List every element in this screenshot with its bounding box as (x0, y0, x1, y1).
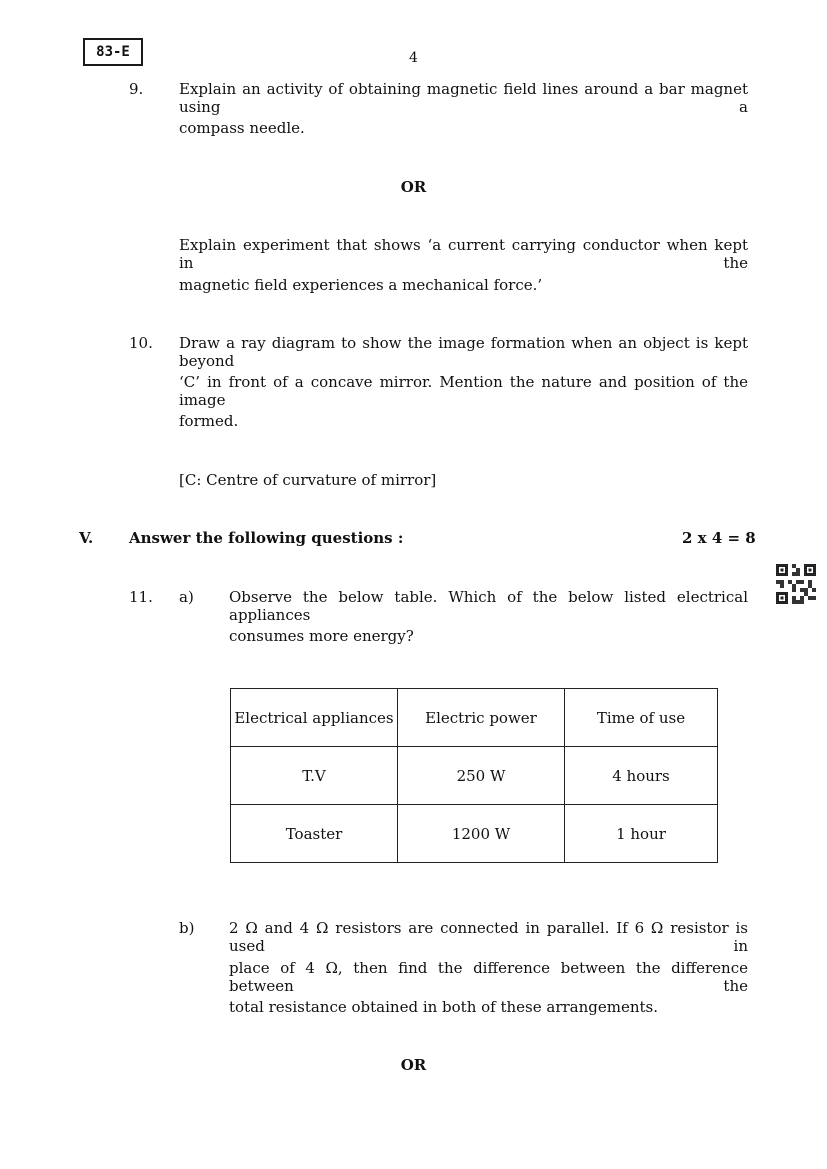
question-11b-line-2: place of 4 Ω, then find the difference between the difference between the (229, 959, 748, 995)
question-9-line-1: Explain an activity of obtaining magnetic field lines around a bar magnet using a (179, 80, 748, 116)
question-11a-label: a) (179, 588, 194, 606)
question-10-line-2: ‘C’ in front of a concave mirror. Mention the nature and position of the image (179, 373, 748, 409)
question-11-or: OR (400, 1056, 427, 1074)
table-header-row (231, 689, 718, 747)
question-9-line-2: compass needle. (179, 119, 305, 137)
question-10-note: [C: Centre of curvature of mirror] (179, 471, 437, 489)
section-instruction: Answer the following questions : (129, 529, 404, 547)
table-row (231, 747, 718, 805)
paper-code: 83-E (96, 44, 130, 60)
table-header-cell: Electric power (398, 689, 565, 747)
question-9-alt-line-2: magnetic field experiences a mechanical force.’ (179, 276, 543, 294)
question-11-number: 11. (129, 588, 153, 606)
table-cell: Toaster (231, 805, 398, 863)
question-11b-label: b) (179, 919, 195, 937)
section-label: V. (79, 529, 94, 547)
qr-code-icon (776, 564, 816, 604)
appliance-table (230, 688, 718, 863)
table-header-cell: Electrical appliances (231, 689, 398, 747)
table-cell: 1 hour (565, 805, 718, 863)
question-10-line-3: formed. (179, 412, 239, 430)
section-marks: 2 x 4 = 8 (682, 529, 756, 547)
table-row (231, 805, 718, 863)
question-11b-line-3: total resistance obtained in both of these arrangements. (229, 998, 659, 1016)
table-cell: 4 hours (565, 747, 718, 805)
table-header-cell: Time of use (565, 689, 718, 747)
question-9-number: 9. (129, 80, 144, 98)
page-number: 4 (409, 50, 418, 66)
question-10-line-1: Draw a ray diagram to show the image formation when an object is kept beyond (179, 334, 748, 370)
table-cell: 250 W (398, 747, 565, 805)
question-9-or: OR (400, 178, 427, 196)
table-cell: 1200 W (398, 805, 565, 863)
question-10-number: 10. (129, 334, 153, 352)
table-cell: T.V (231, 747, 398, 805)
question-11a-line-1: Observe the below table. Which of the below listed electrical appliances (229, 588, 748, 624)
question-9-alt-line-1: Explain experiment that shows ‘a current carrying conductor when kept in the (179, 236, 748, 272)
question-11a-line-2: consumes more energy? (229, 627, 414, 645)
question-11b-line-1: 2 Ω and 4 Ω resistors are connected in parallel. If 6 Ω resistor is used in (229, 919, 748, 955)
